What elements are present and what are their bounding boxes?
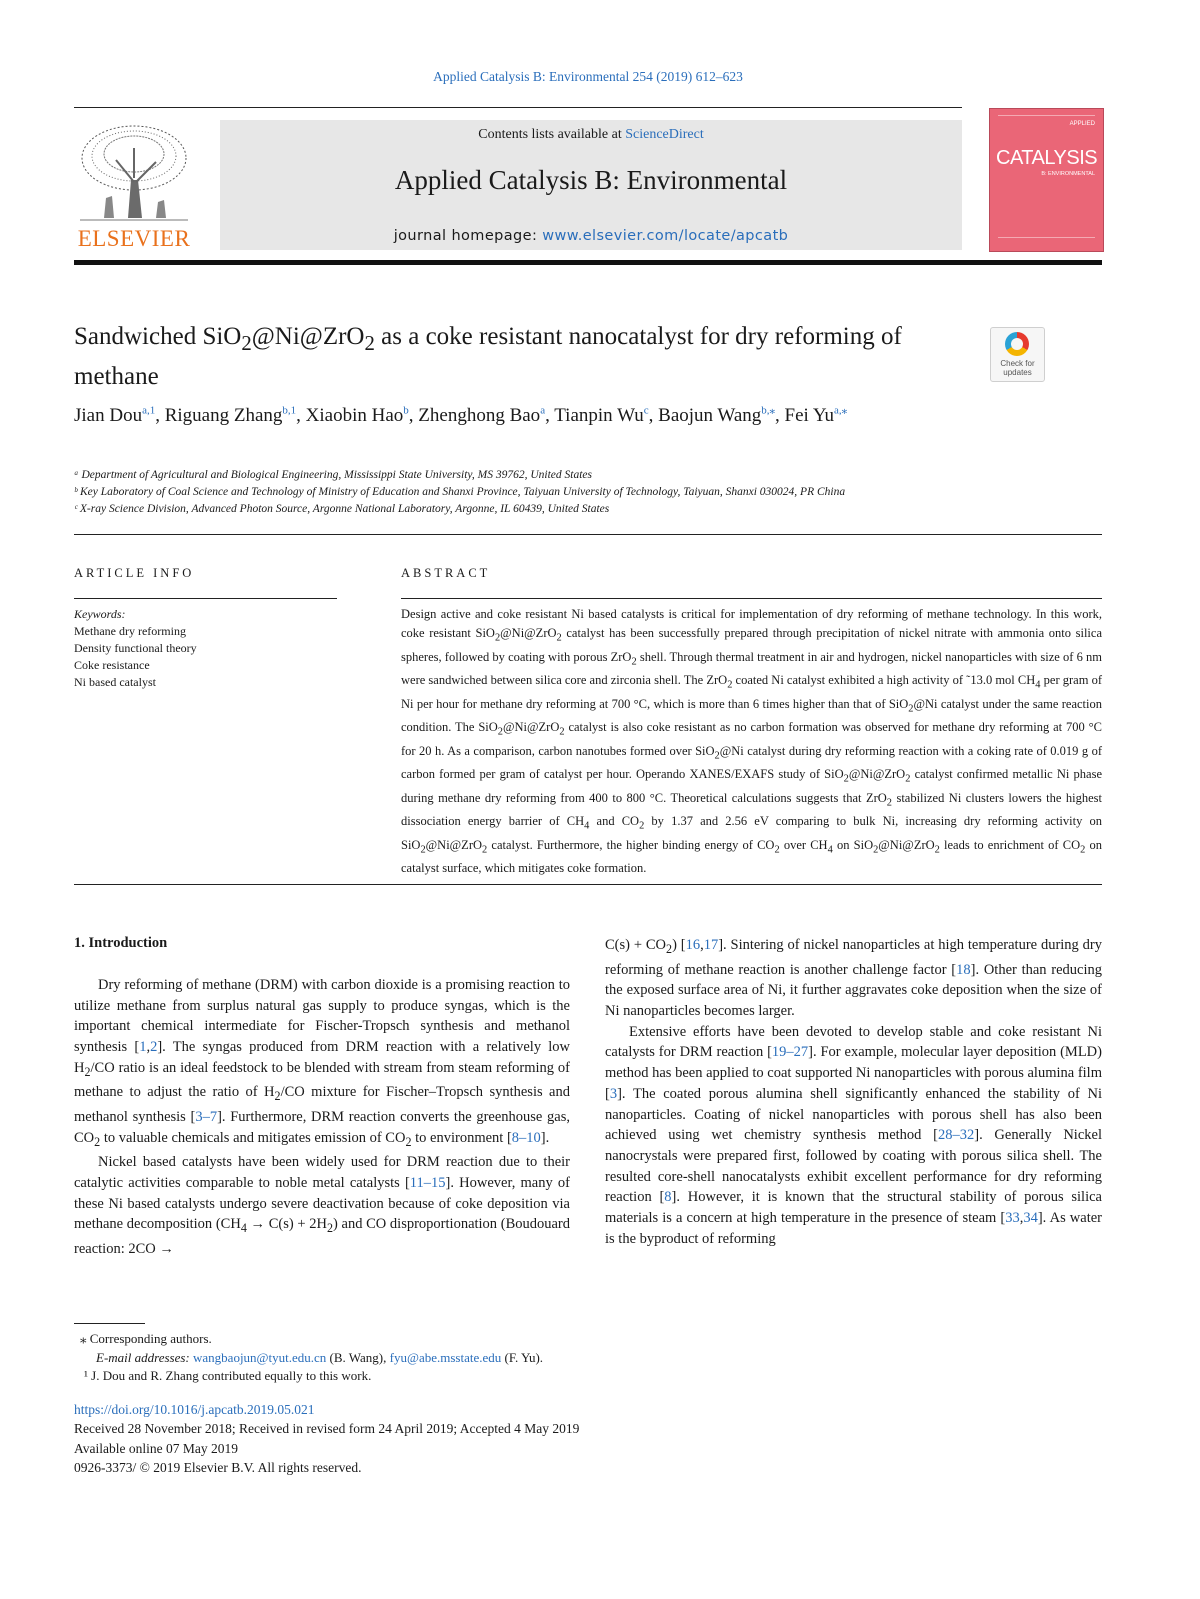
received-dates: Received 28 November 2018; Received in revised form 24 April 2019; Accepted 4 May 2019 xyxy=(74,1421,580,1437)
footnote-rule xyxy=(74,1323,145,1324)
check-for-updates-button[interactable] xyxy=(990,327,1045,382)
crossmark-label: Check for updates xyxy=(1000,359,1035,377)
citation-link[interactable]: 16 xyxy=(685,937,701,953)
journal-banner xyxy=(220,120,962,250)
elsevier-tree-icon xyxy=(76,120,192,224)
elsevier-wordmark: ELSEVIER xyxy=(77,226,191,251)
publication-info xyxy=(74,1400,1102,1477)
section-rule xyxy=(74,534,1102,535)
journal-reference[interactable]: Applied Catalysis B: Environmental 254 (2019) 612–623 xyxy=(433,69,743,84)
citation-link[interactable]: 3–7 xyxy=(195,1109,218,1125)
email-label: E-mail addresses: xyxy=(96,1349,194,1365)
citation-link[interactable]: 17 xyxy=(703,937,719,953)
keyword-item: Methane dry reforming xyxy=(74,624,186,638)
citation-link[interactable]: 18 xyxy=(956,961,971,978)
article-title: Sandwiched SiO$_2$@Ni@ZrO$_2$ as a coke resistant nanocatalyst for dry reforming of methane xyxy=(74,323,902,390)
keywords-label: Keywords: xyxy=(74,607,126,621)
keyword-item: Ni based catalyst xyxy=(74,675,156,689)
cover-rule xyxy=(998,237,1095,238)
contents-line xyxy=(220,127,962,143)
citation-link[interactable]: 3 xyxy=(609,1085,618,1102)
cover-title: CATALYSIS xyxy=(996,147,1098,169)
email-note xyxy=(74,1349,1102,1368)
citation-link[interactable]: 28–32 xyxy=(937,1127,975,1144)
citation-link[interactable]: 2 xyxy=(150,1039,158,1056)
cover-subtitle: B: ENVIRONMENTAL xyxy=(1041,171,1095,177)
keywords-block xyxy=(74,606,337,691)
article-info-heading: ARTICLE INFO xyxy=(74,566,195,580)
homepage-line xyxy=(220,228,962,244)
article-info-rule xyxy=(74,598,337,599)
citation-link[interactable]: 11–15 xyxy=(409,1175,446,1191)
introduction-heading: 1. Introduction xyxy=(74,935,168,951)
citation-link[interactable]: 8–10 xyxy=(511,1129,541,1146)
affiliation-c: ᶜ X-ray Science Division, Advanced Photon Source, Argonne National Laboratory, Argonne, IL 60439, United States xyxy=(74,503,610,515)
author-list: Jian Dou$^{a,1}$, Riguang Zhang$^{b,1}$, Xiaobin Hao$^b$, Zhenghong Bao$^a$, Tianpin Wu$^c$, Baojun Wang$^{b,⁎}$, Fei $Yu^{a,⁎}$ xyxy=(74,404,848,426)
footnotes xyxy=(74,1330,1102,1386)
body-paragraph: $C(s) + CO_2$) [16,17]. Sintering of nickel nanoparticles at high temperature during dry reforming of methane reaction is another challenge factor [18]. Other than reducing the exposed surface area of Ni, it further aggravates coke deposition when the size of Ni nanoparticles becomes larger. xyxy=(605,937,1103,1019)
equal-contribution-note: ¹ J. Dou and R. Zhang contributed equally to this work. xyxy=(84,1368,372,1383)
body-paragraph: Dry reforming of methane (DRM) with carbon dioxide is a promising reaction to utilize methane from surplus natural gas supply to produce syngas, which is the important chemical intermediate for Fischer-Tropsch synthesis and methanol synthesis [1,2]. The syngas produced from DRM reaction with a relatively low $H_2/CO$ ratio is an ideal feedstock to be blended with stream from steam reforming of methane to adjust the ratio of $H_2/CO$ mixture for Fischer–Tropsch synthesis and methanol synthesis [3–7]. Furthermore, DRM reaction converts the greenhouse gas, $CO_2$ to valuable chemicals and mitigates emission of $CO_2$ to environment [8–10]. xyxy=(74,977,571,1149)
masthead-rule xyxy=(74,260,1102,265)
keyword-item: Density functional theory xyxy=(74,641,197,655)
crossmark-icon xyxy=(1005,332,1029,356)
abstract-heading: ABSTRACT xyxy=(401,566,491,580)
header-rule xyxy=(74,107,962,108)
abstract-text: Design active and coke resistant Ni based catalysts is critical for implementation of dry reforming of methane technology. In this work, coke resistant SiO$_2$@Ni@ZrO$_2$ catalyst has been successfully prepared through precipitation of nickel nitrate with ammonia onto silica spheres, followed by coating with porous ZrO$_2$ shell. Through thermal treatment in air and hydrogen, nickel nanoparticles with size of 6 nm were sandwiched between silica core and zirconia shell. The ZrO$_2$ coated Ni catalyst exhibited a high activity of ˜13.0 mol $CH_4$ per gram of Ni per hour for methane dry reforming at 700 °C, which is more than 6 times higher than that of SiO$_2$@Ni catalyst under the same reaction condition. The SiO$_2$@Ni@ZrO$_2$ catalyst is also coke resistant as no carbon formation was observed for methane dry reforming at 700 °C for 20 h. As a comparison, carbon nanotubes formed over SiO$_2$@Ni catalyst during dry reforming reaction with a coking rate of 0.019 g of carbon formed per gram of catalyst per hour. Operando XANES/EXAFS study of SiO$_2$@Ni@ZrO$_2$ catalyst confirmed metallic Ni phase during methane dry reforming from 400 to 800 °C. Theoretical calculations suggests that ZrO$_2$ stabilized Ni clusters lowers the highest dissociation energy barrier of $CH_4$ and $CO_2$ by 1.37 and 2.56 eV comparing to bulk Ni, increasing dry reforming activity on SiO$_2$@Ni@ZrO$_2$ catalyst. Furthermore, the higher binding energy of $CO_2$ over $CH_4$ on SiO$_2$@Ni@ZrO$_2$ leads to enrichment of $CO_2$ on catalyst surface, which mitigates coke formation. xyxy=(401,607,1103,875)
body-column-left xyxy=(74,975,570,1260)
contents-prefix: Contents lists available at xyxy=(478,127,626,142)
citation-link[interactable]: 1 xyxy=(139,1039,147,1056)
body-column-right xyxy=(605,935,1102,1249)
affiliation-b: ᵇ Key Laboratory of Coal Science and Technology of Ministry of Education and Shanxi Province, Taiyuan University of Technology, Taiyuan, Shanxi 030024, PR China xyxy=(74,486,846,498)
journal-title: Applied Catalysis B: Environmental xyxy=(394,165,788,195)
citation-link[interactable]: 33 xyxy=(1005,1210,1020,1227)
body-paragraph: Extensive efforts have been devoted to develop stable and coke resistant Ni catalysts for DRM reaction [19–27]. For example, molecular layer deposition (MLD) method has been applied to coat supported Ni nanoparticles with porous alumina film [3]. The coated porous alumina shell significantly enhanced the stability of Ni nanoparticles. Coating of nickel nanoparticles with porous shell has also been achieved using wet chemistry synthesis method [28–32]. Generally Nickel nanocrystals were prepared first, followed by coating with porous silica shell. The resulted core-shell nanocatalysts exhibit excellent performance for dry reforming reaction [8]. However, it is known that the structural stability of porous silica materials is a concern at high temperature in the presence of steam [33,34]. As water is the byproduct of reforming xyxy=(605,1023,1103,1247)
citation-link[interactable]: 19–27 xyxy=(771,1044,809,1061)
journal-homepage-link[interactable]: www.elsevier.com/locate/apcatb xyxy=(542,228,789,244)
keyword-item: Coke resistance xyxy=(74,658,150,672)
journal-cover-image xyxy=(989,108,1104,252)
cover-applied-text: APPLIED xyxy=(1069,121,1095,127)
citation-link[interactable]: 34 xyxy=(1023,1210,1038,1227)
body-paragraph: Nickel based catalysts have been widely used for DRM reaction due to their catalytic activities comparable to noble metal catalysts [11–15]. However, many of these Ni based catalysts undergo severe deactivation because of coke deposition via methane decomposition $(CH_4 \to C(s) + 2H_2)$ and CO disproportionation (Boudouard reaction: 2CO → xyxy=(74,1154,571,1257)
affiliations xyxy=(74,467,1104,518)
email-link-yu[interactable]: fyu@abe.msstate.edu xyxy=(389,1349,502,1365)
citation-link[interactable]: 8 xyxy=(664,1189,672,1206)
homepage-prefix: journal homepage: xyxy=(393,228,543,244)
copyright-line: 0926-3373/ © 2019 Elsevier B.V. All rights reserved. xyxy=(74,1459,362,1475)
doi-link[interactable]: https://doi.org/10.1016/j.apcatb.2019.05.021 xyxy=(74,1402,315,1417)
corresponding-note: ⁎ Corresponding authors. xyxy=(80,1331,212,1346)
cover-rule xyxy=(998,115,1095,116)
email-owner: (F. Yu). xyxy=(501,1349,544,1365)
abstract-rule xyxy=(401,598,1102,599)
email-link-wang[interactable]: wangbaojun@tyut.edu.cn xyxy=(193,1349,327,1365)
elsevier-logo xyxy=(74,120,194,250)
sciencedirect-link[interactable]: ScienceDirect xyxy=(625,127,704,142)
email-owner: (B. Wang), xyxy=(326,1349,390,1365)
affiliation-a: ᵃ Department of Agricultural and Biological Engineering, Mississippi State University, MS 39762, United States xyxy=(74,469,592,481)
available-online: Available online 07 May 2019 xyxy=(74,1440,238,1456)
abstract-bottom-rule xyxy=(74,884,1102,885)
